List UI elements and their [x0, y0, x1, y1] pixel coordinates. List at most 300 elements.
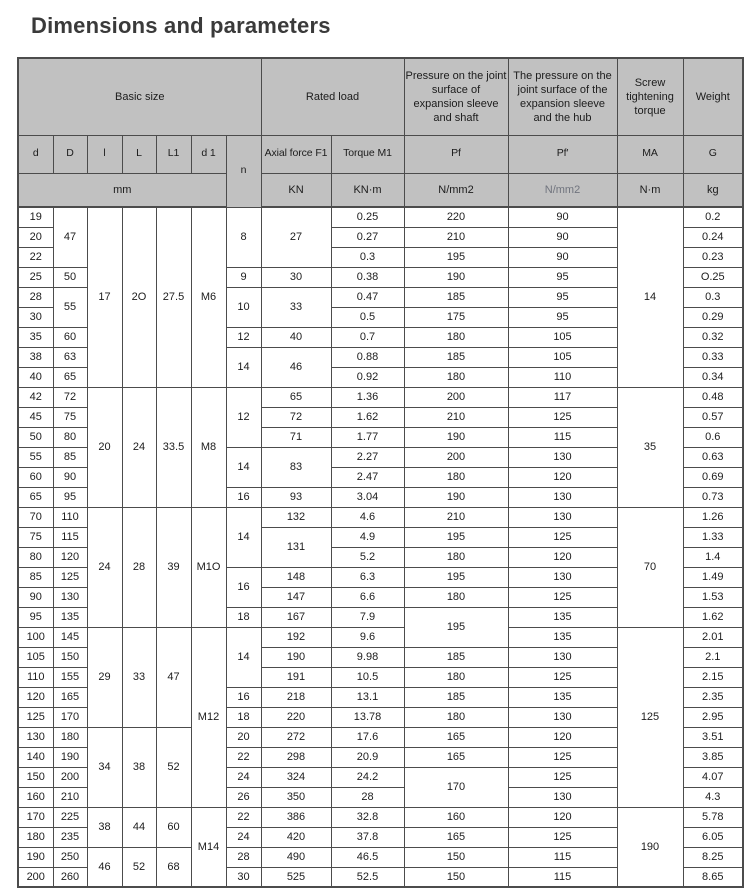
table-cell: 165: [404, 727, 508, 747]
table-cell: 95: [53, 487, 87, 507]
table-cell: 22: [18, 247, 53, 267]
table-cell: 0.34: [683, 367, 743, 387]
table-cell: 38: [87, 807, 122, 847]
table-cell: 2.27: [331, 447, 404, 467]
table-cell: 63: [53, 347, 87, 367]
table-cell: 135: [508, 607, 617, 627]
table-cell: 6.6: [331, 587, 404, 607]
table-cell: 2.35: [683, 687, 743, 707]
dimensions-parameters-table: [17, 57, 744, 888]
table-cell: 185: [404, 347, 508, 367]
header-cell: Weight: [683, 58, 743, 135]
table-cell: 29: [87, 627, 122, 727]
table-cell: 170: [18, 807, 53, 827]
table-cell: 210: [404, 507, 508, 527]
table-cell: 20.9: [331, 747, 404, 767]
table-cell: 1.77: [331, 427, 404, 447]
table-cell: 167: [261, 607, 331, 627]
table-cell: 200: [53, 767, 87, 787]
table-cell: 130: [508, 647, 617, 667]
table-cell: 28: [331, 787, 404, 807]
table-cell: 0.2: [683, 207, 743, 227]
table-cell: 13.1: [331, 687, 404, 707]
table-cell: 0.5: [331, 307, 404, 327]
table-cell: 110: [53, 507, 87, 527]
table-cell: 175: [404, 307, 508, 327]
header-cell: Basic size: [18, 58, 261, 135]
table-cell: 2.1: [683, 647, 743, 667]
table-cell: 165: [53, 687, 87, 707]
table-cell: 24: [122, 387, 156, 507]
table-cell: 235: [53, 827, 87, 847]
table-cell: 200: [404, 447, 508, 467]
table-cell: 3.04: [331, 487, 404, 507]
table-cell: 120: [508, 467, 617, 487]
table-cell: 105: [508, 347, 617, 367]
table-cell: 0.33: [683, 347, 743, 367]
table-cell: 2.95: [683, 707, 743, 727]
table-cell: 9.98: [331, 647, 404, 667]
header-cell: N/mm2: [404, 173, 508, 207]
table-cell: 50: [18, 427, 53, 447]
table-cell: 225: [53, 807, 87, 827]
table-cell: 190: [404, 487, 508, 507]
table-cell: 90: [508, 227, 617, 247]
table-cell: 8.25: [683, 847, 743, 867]
table-cell: 155: [53, 667, 87, 687]
table-row: [18, 207, 743, 227]
table-cell: 170: [404, 767, 508, 807]
header-cell: Torque M1: [331, 135, 404, 173]
table-cell: 180: [404, 467, 508, 487]
table-cell: 125: [508, 667, 617, 687]
table-cell: 17.6: [331, 727, 404, 747]
table-cell: 52.5: [331, 867, 404, 887]
table-cell: 350: [261, 787, 331, 807]
table-cell: 6.3: [331, 567, 404, 587]
table-row: [18, 507, 743, 527]
table-cell: 120: [18, 687, 53, 707]
table-cell: 46: [87, 847, 122, 887]
table-cell: 8.65: [683, 867, 743, 887]
table-cell: 60: [18, 467, 53, 487]
table-cell: 14: [226, 507, 261, 567]
table-cell: 0.7: [331, 327, 404, 347]
table-cell: 135: [508, 627, 617, 647]
table-cell: 200: [18, 867, 53, 887]
table-cell: 160: [404, 807, 508, 827]
table-cell: 0.3: [683, 287, 743, 307]
table-cell: 45: [18, 407, 53, 427]
table-cell: 30: [18, 307, 53, 327]
table-cell: 28: [18, 287, 53, 307]
table-cell: 120: [53, 547, 87, 567]
table-cell: 0.47: [331, 287, 404, 307]
table-cell: M6: [191, 207, 226, 387]
table-cell: 27: [261, 207, 331, 267]
table-cell: 125: [508, 767, 617, 787]
table-cell: 38: [122, 727, 156, 807]
table-cell: 210: [53, 787, 87, 807]
table-cell: 180: [53, 727, 87, 747]
table-cell: 1.26: [683, 507, 743, 527]
table-cell: 180: [404, 667, 508, 687]
table-cell: 2.01: [683, 627, 743, 647]
table-cell: 195: [404, 247, 508, 267]
table-cell: 30: [261, 267, 331, 287]
table-cell: 14: [617, 207, 683, 387]
table-cell: 32.8: [331, 807, 404, 827]
table-cell: 38: [18, 347, 53, 367]
table-cell: 37.8: [331, 827, 404, 847]
table-cell: 60: [53, 327, 87, 347]
table-cell: 180: [404, 707, 508, 727]
table-cell: 75: [18, 527, 53, 547]
table-cell: 10: [226, 287, 261, 327]
table-cell: 14: [226, 627, 261, 687]
header-cell: Axial force F1: [261, 135, 331, 173]
table-cell: 110: [508, 367, 617, 387]
table-cell: 115: [53, 527, 87, 547]
table-cell: 46: [261, 347, 331, 387]
header-cell: d: [18, 135, 53, 173]
table-cell: 30: [226, 867, 261, 887]
table-cell: 13.78: [331, 707, 404, 727]
table-cell: 131: [261, 527, 331, 567]
table-cell: 145: [53, 627, 87, 647]
header-cell: Pressure on the joint surface of expansion sleeve and shaft: [404, 58, 508, 135]
table-cell: 220: [261, 707, 331, 727]
table-cell: 120: [508, 547, 617, 567]
header-cell: N/mm2: [508, 173, 617, 207]
table-cell: 2O: [122, 207, 156, 387]
table-cell: 72: [261, 407, 331, 427]
table-cell: 195: [404, 567, 508, 587]
table-cell: 20: [226, 727, 261, 747]
table-cell: 3.51: [683, 727, 743, 747]
table-cell: 105: [508, 327, 617, 347]
table-cell: 0.73: [683, 487, 743, 507]
header-row: [18, 173, 743, 207]
table-cell: 125: [508, 827, 617, 847]
table-cell: 65: [18, 487, 53, 507]
header-cell: MA: [617, 135, 683, 173]
table-cell: 18: [226, 607, 261, 627]
header-cell: mm: [18, 173, 226, 207]
table-cell: 47: [53, 207, 87, 267]
table-cell: 70: [617, 507, 683, 627]
table-cell: 140: [18, 747, 53, 767]
table-cell: 0.25: [331, 207, 404, 227]
table-cell: 24.2: [331, 767, 404, 787]
table-cell: 120: [508, 807, 617, 827]
table-cell: 0.88: [331, 347, 404, 367]
table-cell: 72: [53, 387, 87, 407]
table-cell: 130: [508, 707, 617, 727]
table-cell: 180: [404, 327, 508, 347]
table-cell: 185: [404, 287, 508, 307]
table-cell: 4.3: [683, 787, 743, 807]
table-cell: 386: [261, 807, 331, 827]
table-cell: 42: [18, 387, 53, 407]
table-cell: 90: [53, 467, 87, 487]
table-cell: 19: [18, 207, 53, 227]
table-cell: 4.07: [683, 767, 743, 787]
table-cell: 85: [18, 567, 53, 587]
table-row: [18, 807, 743, 827]
table-cell: 5.2: [331, 547, 404, 567]
table-cell: 16: [226, 687, 261, 707]
header-cell: Screw tightening torque: [617, 58, 683, 135]
table-row: [18, 627, 743, 647]
table-cell: 0.27: [331, 227, 404, 247]
table-cell: M14: [191, 807, 226, 887]
table-cell: 190: [617, 807, 683, 887]
table-cell: 95: [508, 267, 617, 287]
table-cell: 65: [261, 387, 331, 407]
table-cell: 130: [53, 587, 87, 607]
table-cell: 125: [508, 747, 617, 767]
table-cell: 220: [404, 207, 508, 227]
table-cell: 160: [18, 787, 53, 807]
table-cell: M8: [191, 387, 226, 507]
table-cell: 0.24: [683, 227, 743, 247]
table-cell: 195: [404, 607, 508, 647]
table-cell: 1.36: [331, 387, 404, 407]
table-cell: 0.57: [683, 407, 743, 427]
table-cell: 150: [18, 767, 53, 787]
header-cell: G: [683, 135, 743, 173]
table-cell: 39: [156, 507, 191, 627]
table-cell: 95: [508, 287, 617, 307]
table-cell: 27.5: [156, 207, 191, 387]
table-cell: O.25: [683, 267, 743, 287]
table-cell: 125: [617, 627, 683, 807]
table-cell: 120: [508, 727, 617, 747]
header-cell: L1: [156, 135, 191, 173]
table-cell: 150: [404, 847, 508, 867]
table-cell: 95: [18, 607, 53, 627]
table-header: [18, 58, 743, 207]
header-cell: l: [87, 135, 122, 173]
table-cell: 1.49: [683, 567, 743, 587]
table-cell: 150: [404, 867, 508, 887]
table-cell: 110: [18, 667, 53, 687]
table-cell: 125: [508, 527, 617, 547]
table-cell: 105: [18, 647, 53, 667]
table-cell: 50: [53, 267, 87, 287]
table-cell: 7.9: [331, 607, 404, 627]
table-cell: 165: [404, 827, 508, 847]
table-cell: 33: [122, 627, 156, 727]
header-cell: The pressure on the joint surface of the expansion sleeve and the hub: [508, 58, 617, 135]
table-cell: 130: [508, 487, 617, 507]
table-cell: 210: [404, 227, 508, 247]
table-cell: 420: [261, 827, 331, 847]
table-cell: 272: [261, 727, 331, 747]
header-row: [18, 58, 743, 135]
table-cell: 1.62: [683, 607, 743, 627]
table-cell: 28: [226, 847, 261, 867]
table-cell: 185: [404, 687, 508, 707]
header-cell: KN·m: [331, 173, 404, 207]
table-cell: 16: [226, 567, 261, 607]
table-cell: 130: [18, 727, 53, 747]
table-cell: 190: [53, 747, 87, 767]
header-cell: Pf′: [508, 135, 617, 173]
table-cell: 180: [18, 827, 53, 847]
table-cell: 40: [18, 367, 53, 387]
table-row: [18, 387, 743, 407]
header-row: [18, 135, 743, 173]
table-cell: 180: [404, 587, 508, 607]
table-cell: 22: [226, 747, 261, 767]
table-cell: 52: [122, 847, 156, 887]
table-cell: 52: [156, 727, 191, 807]
table-cell: 115: [508, 427, 617, 447]
table-cell: 14: [226, 347, 261, 387]
table-cell: 135: [508, 687, 617, 707]
table-cell: 20: [87, 387, 122, 507]
table-cell: 44: [122, 807, 156, 847]
table-cell: 190: [404, 267, 508, 287]
table-cell: 25: [18, 267, 53, 287]
table-cell: 1.53: [683, 587, 743, 607]
table-cell: M12: [191, 627, 226, 807]
table-cell: 125: [53, 567, 87, 587]
header-cell: L: [122, 135, 156, 173]
table-cell: 1.4: [683, 547, 743, 567]
table-cell: 24: [87, 507, 122, 627]
table-cell: 115: [508, 867, 617, 887]
header-cell: KN: [261, 173, 331, 207]
table-cell: 135: [53, 607, 87, 627]
table-cell: 65: [53, 367, 87, 387]
table-cell: 8: [226, 207, 261, 267]
table-cell: 190: [18, 847, 53, 867]
table-cell: 34: [87, 727, 122, 807]
table-cell: 218: [261, 687, 331, 707]
table-cell: 0.6: [683, 427, 743, 447]
table-cell: 55: [18, 447, 53, 467]
table-cell: 40: [261, 327, 331, 347]
table-cell: 0.92: [331, 367, 404, 387]
table-cell: 298: [261, 747, 331, 767]
header-cell: d 1: [191, 135, 226, 173]
table-cell: 80: [18, 547, 53, 567]
table-cell: 12: [226, 327, 261, 347]
page-title: Dimensions and parameters: [31, 13, 331, 38]
table-cell: 12: [226, 387, 261, 447]
table-cell: 0.63: [683, 447, 743, 467]
table-cell: 9.6: [331, 627, 404, 647]
table-cell: 490: [261, 847, 331, 867]
table-cell: 150: [53, 647, 87, 667]
table-cell: 525: [261, 867, 331, 887]
table-cell: 200: [404, 387, 508, 407]
table-cell: 125: [18, 707, 53, 727]
table-cell: 185: [404, 647, 508, 667]
table-cell: 90: [508, 207, 617, 227]
header-cell: Rated load: [261, 58, 404, 135]
table-cell: 17: [87, 207, 122, 387]
table-cell: 165: [404, 747, 508, 767]
table-cell: 130: [508, 447, 617, 467]
table-cell: 35: [617, 387, 683, 507]
table-cell: 147: [261, 587, 331, 607]
table-cell: 70: [18, 507, 53, 527]
table-cell: 0.3: [331, 247, 404, 267]
header-cell: kg: [683, 173, 743, 207]
table-cell: 55: [53, 287, 87, 327]
table-cell: 148: [261, 567, 331, 587]
table-cell: 260: [53, 867, 87, 887]
table-cell: 1.62: [331, 407, 404, 427]
table-cell: 190: [404, 427, 508, 447]
table-cell: 324: [261, 767, 331, 787]
table-cell: 80: [53, 427, 87, 447]
table-cell: 190: [261, 647, 331, 667]
table-cell: 18: [226, 707, 261, 727]
table-cell: 130: [508, 567, 617, 587]
table-cell: 100: [18, 627, 53, 647]
table-cell: 35: [18, 327, 53, 347]
header-cell: D: [53, 135, 87, 173]
table-cell: 83: [261, 447, 331, 487]
table-cell: 6.05: [683, 827, 743, 847]
table-cell: 24: [226, 827, 261, 847]
table-cell: 130: [508, 787, 617, 807]
table-cell: 1.33: [683, 527, 743, 547]
table-cell: 10.5: [331, 667, 404, 687]
table-cell: 115: [508, 847, 617, 867]
table-cell: 14: [226, 447, 261, 487]
table-cell: 0.38: [331, 267, 404, 287]
table-cell: 191: [261, 667, 331, 687]
table-cell: 195: [404, 527, 508, 547]
table-cell: 0.23: [683, 247, 743, 267]
table-cell: 47: [156, 627, 191, 727]
table-cell: 16: [226, 487, 261, 507]
table-cell: 71: [261, 427, 331, 447]
table-cell: 0.32: [683, 327, 743, 347]
table-cell: 180: [404, 547, 508, 567]
table-cell: 125: [508, 587, 617, 607]
table-cell: 20: [18, 227, 53, 247]
table-cell: 33: [261, 287, 331, 327]
table-cell: 90: [508, 247, 617, 267]
header-cell: n: [226, 135, 261, 207]
table-cell: 125: [508, 407, 617, 427]
table-cell: 0.48: [683, 387, 743, 407]
table-cell: 95: [508, 307, 617, 327]
header-cell: Pf: [404, 135, 508, 173]
table-cell: 3.85: [683, 747, 743, 767]
table-cell: 4.9: [331, 527, 404, 547]
table-cell: 28: [122, 507, 156, 627]
table-cell: 117: [508, 387, 617, 407]
table-cell: 4.6: [331, 507, 404, 527]
table-cell: 2.15: [683, 667, 743, 687]
table-cell: 46.5: [331, 847, 404, 867]
table-cell: 192: [261, 627, 331, 647]
table-cell: 33.5: [156, 387, 191, 507]
table-cell: 22: [226, 807, 261, 827]
table-cell: 60: [156, 807, 191, 847]
table-cell: M1O: [191, 507, 226, 627]
table-cell: 93: [261, 487, 331, 507]
table-cell: 5.78: [683, 807, 743, 827]
